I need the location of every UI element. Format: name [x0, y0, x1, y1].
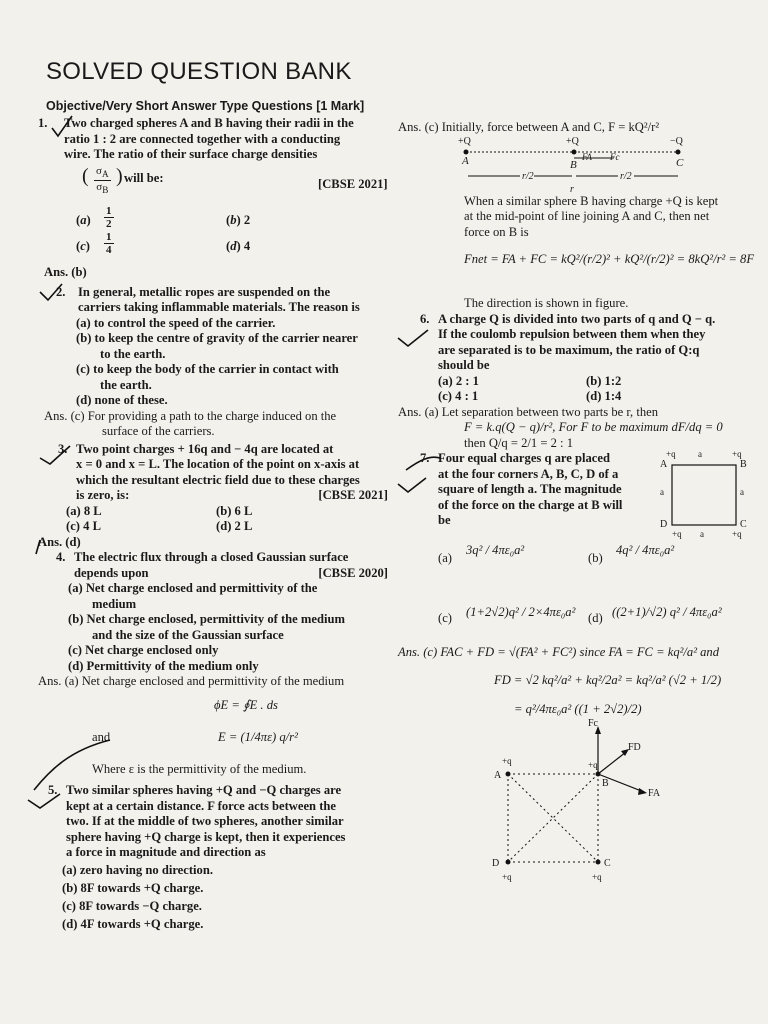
- option-b: (b) 6 L: [216, 503, 253, 518]
- force-d-label: FD: [628, 741, 641, 753]
- question-number: 1.: [38, 116, 48, 130]
- corner-d-label: D: [492, 857, 500, 869]
- question-4: [38, 550, 388, 581]
- answer-5-direction: [398, 296, 756, 312]
- option-c: (c) 8F towards −Q charge.: [62, 898, 202, 913]
- answer-text: Ans. (c) For providing a path to the charge induced on the: [44, 408, 337, 423]
- question-text: two. If at the middle of two spheres, another similar: [66, 814, 344, 828]
- option-d: (d): [588, 611, 603, 625]
- side-label: a: [700, 529, 704, 539]
- question-text: a force in magnitude and direction as: [66, 845, 266, 859]
- question-text: will be:: [124, 170, 164, 185]
- question-7-options: [398, 533, 756, 645]
- charge-label-a: +Q: [458, 135, 471, 147]
- equation-text: Fnet = FA + FC = kQ²/(r/2)² + kQ²/(r/2)² = 8kQ²/r² = 8F: [464, 252, 755, 266]
- question-1: [38, 116, 388, 163]
- question-number: 5.: [48, 783, 58, 797]
- square-force-diagram: [398, 717, 756, 894]
- answer-4: [38, 674, 388, 690]
- option-a: (a) zero having no direction.: [62, 862, 214, 877]
- option-d: (d) none of these.: [76, 393, 168, 407]
- corner-charge-label: +q: [732, 529, 742, 539]
- question-text: sphere having +Q charge is kept, then it experiences: [66, 829, 346, 844]
- question-6-options: [398, 374, 756, 405]
- question-text: are separated is to be maximum, the ratio of Q:q: [438, 342, 700, 357]
- charge-label-c: +q: [592, 871, 602, 882]
- option-a: (a) Net charge enclosed and permittivity of the: [68, 581, 318, 595]
- left-paren: (: [82, 164, 89, 187]
- question-text: In general, metallic ropes are suspended on the: [78, 284, 331, 299]
- question-text: depends upon: [74, 565, 149, 580]
- question-text: The electric flux through a closed Gaussian surface: [74, 550, 349, 564]
- question-number: 6.: [420, 311, 430, 326]
- option-a: (a): [76, 212, 91, 227]
- question-text: If the coulomb repulsion between them when they: [438, 327, 706, 341]
- point-c-label: C: [676, 156, 684, 169]
- exam-tag: [CBSE 2020]: [318, 565, 388, 580]
- corner-charge-label: +q: [732, 449, 742, 459]
- corner-c-label: C: [604, 857, 611, 869]
- option-b: (b): [588, 551, 603, 565]
- answer-2: [38, 409, 388, 440]
- charge-label-a: +q: [502, 755, 512, 766]
- option-c: (c) 4 : 1: [438, 389, 479, 403]
- charge-label-b: +Q: [566, 135, 579, 147]
- answer-text: Ans. (d): [38, 534, 81, 549]
- answer-6: [398, 405, 756, 452]
- option-c: (c) Net charge enclosed only: [68, 643, 219, 657]
- field-equation: E = (1/4πε) q/r²: [218, 729, 298, 744]
- question-number: 7.: [420, 451, 430, 465]
- right-column: [398, 110, 756, 894]
- option-c-value: (1+2√2)q² / 2×4πε₀a²: [466, 605, 576, 619]
- answer-text: at the mid-point of line joining A and C, then net: [464, 209, 710, 223]
- question-text-row: [74, 566, 388, 582]
- page-title: SOLVED QUESTION BANK: [46, 58, 352, 85]
- option-d-value: ((2+1)/√2) q² / 4πε₀a²: [612, 605, 722, 619]
- question-4-options: [38, 581, 388, 674]
- option-b: and the size of the Gaussian surface: [92, 627, 284, 642]
- option-c: (c): [438, 611, 452, 625]
- option-c: (c) 4 L: [66, 519, 101, 533]
- question-text: be: [438, 513, 451, 527]
- question-7: [420, 451, 658, 529]
- option-a: medium: [92, 596, 137, 611]
- charge-label-d: +q: [502, 871, 512, 882]
- answer-text: Ans. (c) Initially, force between A and C, F = kQ²/r²: [398, 120, 660, 134]
- charge-label-c: −Q: [670, 135, 683, 147]
- ratio-fraction: $\frac{\sigma_A}{\sigma_B}$: [96, 164, 109, 195]
- option-b: (b) 8F towards +Q charge.: [62, 880, 204, 895]
- side-label: a: [740, 487, 744, 497]
- question-6: [398, 312, 756, 374]
- question-text: square of length a. The magnitude: [438, 482, 622, 496]
- corner-charge-label: +q: [672, 529, 682, 539]
- question-2: [38, 285, 388, 316]
- option-b: (b) to keep the centre of gravity of the carrier nearer: [76, 331, 358, 345]
- option-b: (b) 2: [226, 212, 251, 227]
- option-d: (d) 2 L: [216, 519, 253, 533]
- question-5: [38, 783, 388, 861]
- option-a: (a) 2 : 1: [438, 373, 479, 388]
- option-b: to the earth.: [100, 346, 166, 361]
- corner-b-label: B: [740, 459, 747, 470]
- question-3-options: [38, 504, 388, 535]
- half-distance-label: r/2: [620, 170, 632, 182]
- distance-label: r: [570, 183, 574, 195]
- answer-text: When a similar sphere B having charge +Q is kept: [464, 193, 719, 208]
- question-text: is zero, is:: [76, 488, 130, 502]
- answer-text: then Q/q = 2/1 = 2 : 1: [464, 435, 574, 450]
- question-text: carriers taking inflammable materials. The reason is: [78, 300, 360, 314]
- exam-tag: [CBSE 2021]: [318, 176, 388, 191]
- corner-a-label: A: [660, 459, 668, 470]
- question-text: should be: [438, 358, 490, 372]
- option-c: (c): [76, 238, 90, 253]
- question-2-options: [38, 316, 388, 409]
- answer-text: The direction is shown in figure.: [464, 296, 629, 310]
- question-text: Two charged spheres A and B having their radii in the: [64, 116, 354, 130]
- option-d: (d) 4: [226, 238, 251, 253]
- answer-4-equations: [38, 690, 388, 756]
- answer-text: Ans. (a) Let separation between two parts be r, then: [398, 404, 659, 419]
- exam-tag: [CBSE 2021]: [318, 488, 388, 502]
- question-text: which the resultant electric field due to these charges: [76, 472, 360, 487]
- point-b-label: B: [570, 158, 577, 171]
- question-text: ratio 1 : 2 are connected together with a conducting: [64, 131, 341, 146]
- question-text-row: [76, 488, 388, 504]
- force-a-label: FA: [648, 787, 661, 799]
- answer-text: FD = √2 kq²/a² + kq²/2a² = kq²/a² (√2 + 1/2): [494, 672, 722, 687]
- question-3: [38, 442, 388, 504]
- corner-c-label: C: [740, 519, 747, 530]
- question-number: 4.: [56, 550, 66, 564]
- answer-text: F = k.q(Q − q)/r², For F to be maximum dF/dq = 0: [464, 420, 723, 434]
- question-text: kept at a certain distance. F force acts between the: [66, 798, 336, 813]
- option-a: (a) 8 L: [66, 503, 102, 518]
- question-7-block: [398, 449, 756, 539]
- question-text: of the force on the charge at B will: [438, 497, 623, 512]
- point-a-label: A: [462, 154, 469, 167]
- option-c: (c) to keep the body of the carrier in contact with: [76, 362, 339, 376]
- square-diagram: [668, 461, 748, 531]
- question-text: x = 0 and x = L. The location of the point on x-axis at: [76, 457, 360, 471]
- charge-label-b: +q: [588, 759, 598, 770]
- corner-b-label: B: [602, 777, 609, 789]
- force-diagram-svg: [478, 724, 698, 894]
- option-d: (d) 4F towards +Q charge.: [62, 916, 204, 931]
- option-a-value: $\frac{1}{2}$: [106, 204, 112, 230]
- answer-1: [38, 265, 388, 283]
- section-heading: Objective/Very Short Answer Type Questions [1 Mark]: [46, 99, 365, 113]
- question-text: A charge Q is divided into two parts of q and Q − q.: [438, 311, 716, 326]
- question-text: Four equal charges q are placed: [438, 451, 610, 465]
- question-1-options: [38, 203, 388, 255]
- option-b: (b) 1:2: [586, 373, 622, 388]
- answer-text: Where ε is the permittivity of the medium.: [92, 761, 307, 776]
- option-c: the earth.: [100, 377, 152, 392]
- question-number: 2.: [56, 284, 66, 299]
- side-label: a: [660, 487, 664, 497]
- corner-d-label: D: [660, 519, 668, 530]
- side-label: a: [698, 449, 702, 459]
- question-number: 3.: [58, 441, 68, 456]
- question-text: wire. The ratio of their surface charge densities: [64, 147, 318, 161]
- answer-text: surface of the carriers.: [102, 424, 215, 438]
- option-c-value: $\frac{1}{4}$: [106, 230, 112, 256]
- answer-5-explanation: [398, 194, 756, 241]
- question-text: Two point charges + 16q and − 4q are located at: [76, 441, 334, 456]
- answer-7: [398, 645, 756, 718]
- answer-text: = q²/4πε₀a² ((1 + 2√2)/2): [514, 702, 642, 716]
- force-a-label: FA: [582, 151, 592, 162]
- option-a: (a) to control the speed of the carrier.: [76, 315, 276, 330]
- question-1-ratio: [38, 163, 388, 203]
- option-a: (a): [438, 551, 452, 565]
- question-text: Two similar spheres having +Q and −Q charges are: [66, 783, 342, 797]
- question-5-options: [38, 861, 388, 933]
- half-distance-label: r/2: [522, 170, 534, 182]
- force-c-label: Fc: [588, 717, 598, 729]
- right-paren: ): [116, 164, 123, 187]
- answer-3: [38, 535, 388, 551]
- left-column: [38, 116, 388, 933]
- corner-charge-label: +q: [666, 449, 676, 459]
- option-b-value: 4q² / 4πε₀a²: [616, 543, 675, 557]
- net-force-equation: [398, 252, 756, 296]
- flux-equation: ϕE = ∮E . ds: [214, 697, 278, 712]
- answer-text: force on B is: [464, 224, 529, 239]
- answer-text: Ans. (c) FAC + FD = √(FA² + FC²) since FA = FC = kq²/a² and: [398, 645, 720, 659]
- option-d: (d) 1:4: [586, 389, 622, 403]
- option-d: (d) Permittivity of the medium only: [68, 658, 259, 673]
- force-c-label: Fc: [610, 151, 620, 162]
- conjunction: and: [92, 729, 111, 744]
- answer-text: Ans. (a) Net charge enclosed and permittivity of the medium: [38, 674, 345, 688]
- corner-a-label: A: [494, 769, 502, 781]
- option-a-value: 3q² / 4πε₀a²: [466, 543, 525, 557]
- answer-text: Ans. (b): [44, 264, 87, 279]
- answer-4-note: [38, 762, 388, 778]
- three-charge-diagram: [398, 136, 756, 194]
- option-b: (b) Net charge enclosed, permittivity of the medium: [68, 612, 346, 626]
- question-text: at the four corners A, B, C, D of a: [438, 466, 619, 481]
